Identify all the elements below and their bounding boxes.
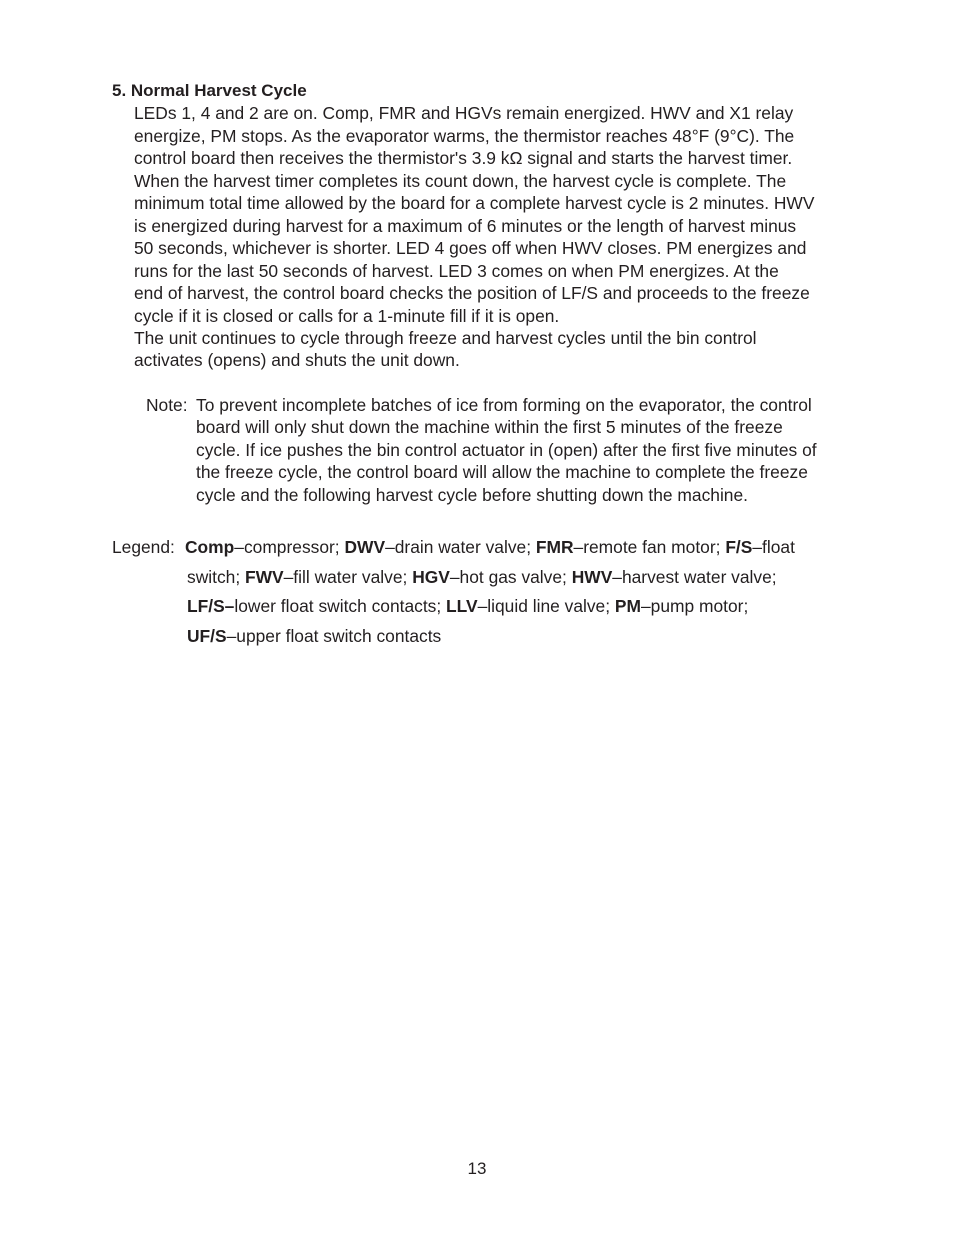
legend-term: F/S xyxy=(725,537,753,557)
body-line: is energized during harvest for a maximum of 6 minutes or the length of harvest minus xyxy=(134,216,797,236)
note-line: cycle and the following harvest cycle before shutting down the machine. xyxy=(196,485,748,505)
legend-definition: –upper float switch contacts xyxy=(226,626,442,646)
legend-definition: –harvest water valve; xyxy=(612,567,777,587)
legend-definition: –fill water valve; xyxy=(283,567,408,587)
page-number: 13 xyxy=(467,1159,487,1178)
legend-definition: –liquid line valve; xyxy=(477,596,611,616)
body-line: cycle if it is closed or calls for a 1-minute fill if it is open. xyxy=(134,306,560,326)
legend-term: Comp xyxy=(185,537,235,557)
legend-term: UF/S xyxy=(187,626,227,646)
legend-definition: –drain water valve; xyxy=(385,537,532,557)
legend-definition: –float xyxy=(752,537,795,557)
legend-term: HWV xyxy=(571,567,613,587)
note-line: board will only shut down the machine within the first 5 minutes of the freeze xyxy=(196,417,783,437)
legend-term: LF/S– xyxy=(187,596,235,616)
body-line: LEDs 1, 4 and 2 are on. Comp, FMR and HGVs remain energized. HWV and X1 relay xyxy=(134,103,794,123)
legend-definition: –hot gas valve; xyxy=(449,567,567,587)
body-line: minimum total time allowed by the board for a complete harvest cycle is 2 minutes. HWV xyxy=(134,193,815,213)
legend-term: FWV xyxy=(245,567,284,587)
legend-term: PM xyxy=(614,596,641,616)
legend-definition: –remote fan motor; xyxy=(573,537,721,557)
legend-definition: switch; xyxy=(187,567,241,587)
legend-term: LLV xyxy=(446,596,478,616)
legend-term: FMR xyxy=(535,537,574,557)
legend-line xyxy=(185,536,795,558)
note-line: cycle. If ice pushes the bin control actuator in (open) after the first five minutes of xyxy=(196,440,817,460)
note-label: Note: xyxy=(146,395,188,415)
legend-line xyxy=(187,566,777,588)
body-line: 50 seconds, whichever is shorter. LED 4 goes off when HWV closes. PM energizes and xyxy=(134,238,807,258)
legend-term: DWV xyxy=(344,537,386,557)
body-line: runs for the last 50 seconds of harvest. LED 3 comes on when PM energizes. At the xyxy=(134,261,779,281)
legend-definition: –pump motor; xyxy=(641,596,749,616)
section-title: 5. Normal Harvest Cycle xyxy=(112,81,307,100)
legend-line xyxy=(187,625,441,647)
body-line: energize, PM stops. As the evaporator warms, the thermistor reaches 48°F (9°C). The xyxy=(134,126,795,146)
body-line: control board then receives the thermistor's 3.9 kΩ signal and starts the harvest timer. xyxy=(134,148,793,168)
note-line: the freeze cycle, the control board will allow the machine to complete the freeze xyxy=(196,462,808,482)
body-line: activates (opens) and shuts the unit down. xyxy=(134,350,460,370)
body-line: When the harvest timer completes its count down, the harvest cycle is complete. The xyxy=(134,171,787,191)
body-line: end of harvest, the control board checks the position of LF/S and proceeds to the freeze xyxy=(134,283,810,303)
legend-term: HGV xyxy=(412,567,450,587)
legend-label: Legend: xyxy=(112,537,175,557)
body-line: The unit continues to cycle through freeze and harvest cycles until the bin control xyxy=(134,328,757,348)
legend-definition: lower float switch contacts; xyxy=(234,596,442,616)
legend-definition: –compressor; xyxy=(234,537,340,557)
note-line: To prevent incomplete batches of ice from forming on the evaporator, the control xyxy=(196,395,812,415)
legend-line xyxy=(187,595,748,617)
